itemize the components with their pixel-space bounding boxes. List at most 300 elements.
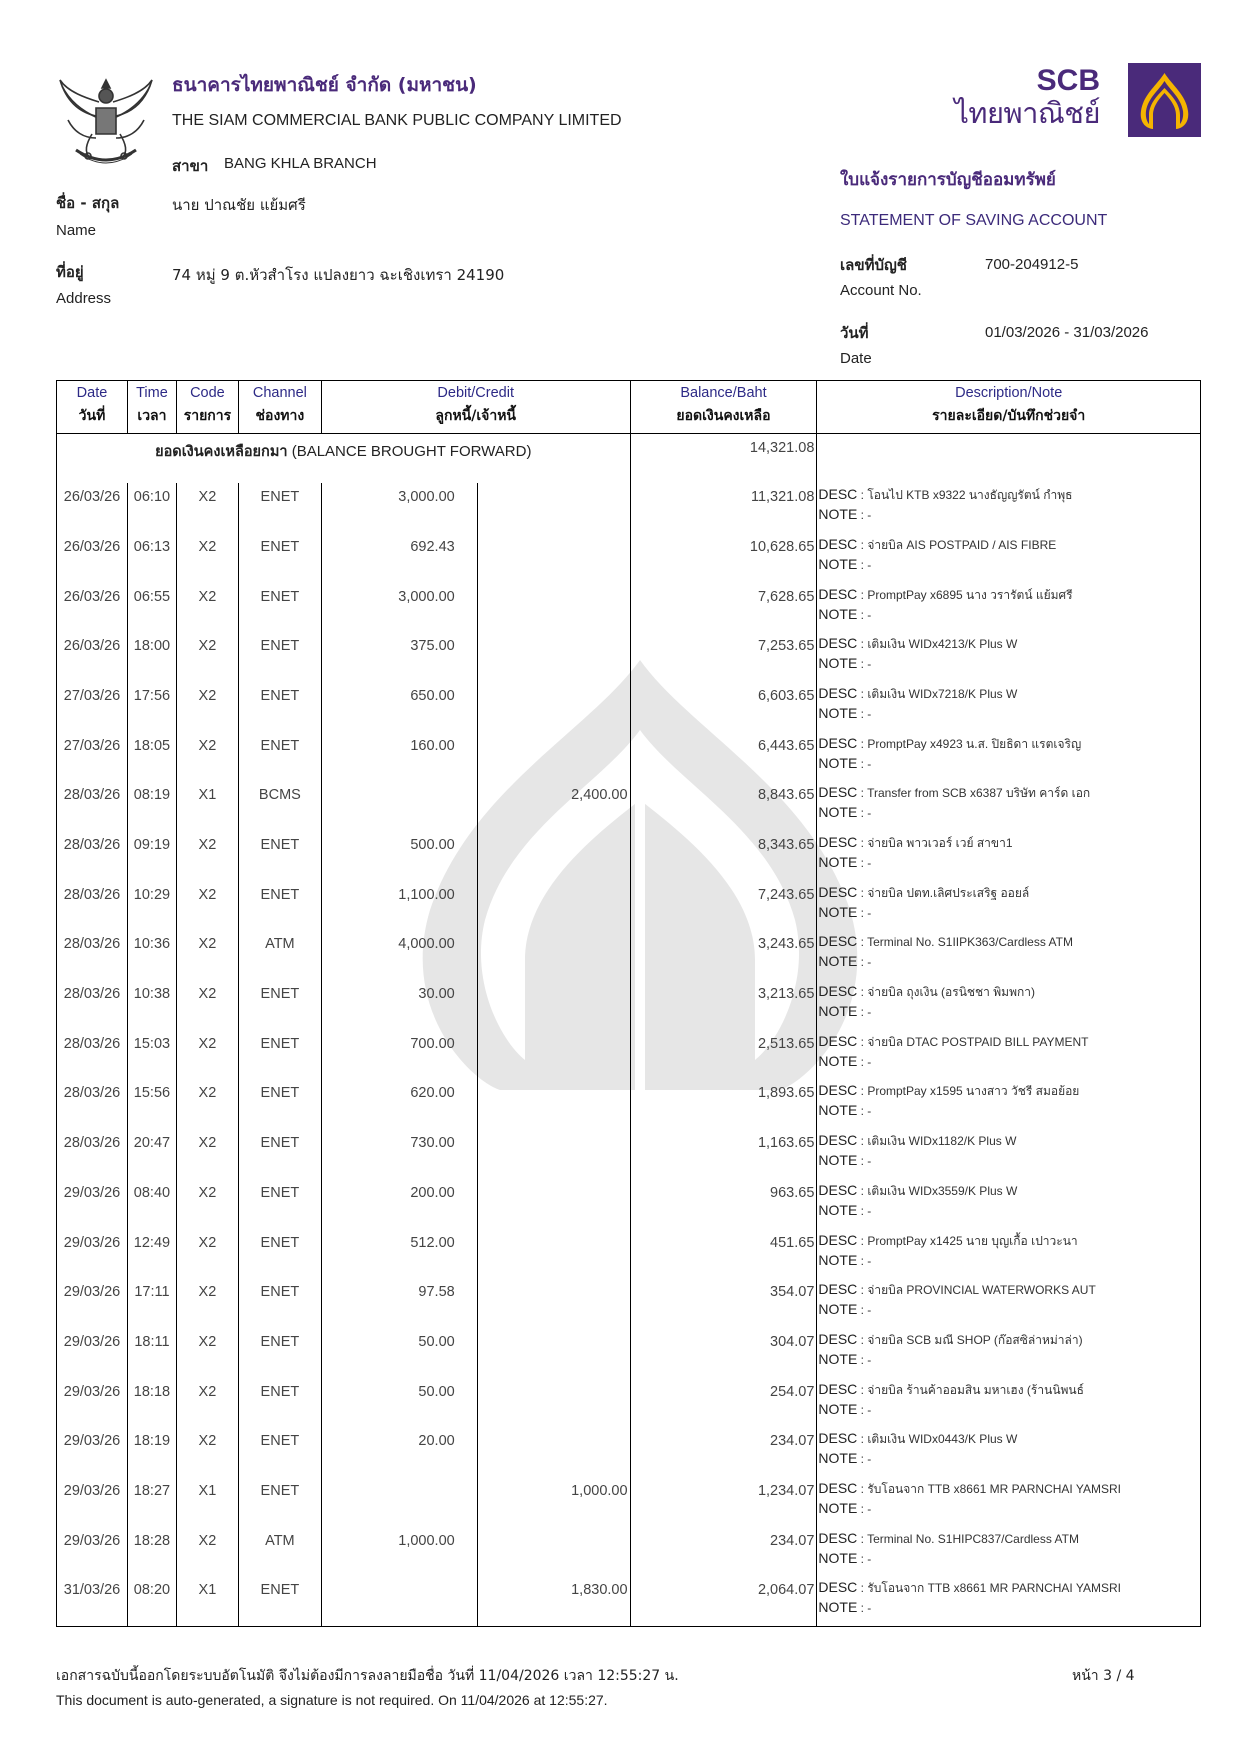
row-description: DESC : PromptPay x1425 นาย บุญเกื้อ เปาวะนา NOTE : -: [817, 1229, 1201, 1279]
row-date: 28/03/26: [57, 831, 128, 881]
page-number: หน้า 3 / 4: [1072, 1668, 1135, 1684]
table-row: [57, 1179, 1201, 1229]
row-code: X2: [176, 1179, 238, 1229]
note-key-label: NOTE: [818, 1400, 858, 1417]
row-date: 28/03/26: [57, 1129, 128, 1179]
desc-key-label: DESC: [818, 1430, 858, 1447]
statement-title-english: STATEMENT OF SAVING ACCOUNT: [840, 212, 1108, 229]
table-row: [57, 980, 1201, 1030]
row-code: X2: [176, 1129, 238, 1179]
col-channel-header: Channel: [238, 381, 321, 402]
name-label-thai: ชื่อ - สกุล: [56, 194, 120, 212]
table-row: [57, 1030, 1201, 1080]
row-description: DESC : จ่ายบิล ถุงเงิน (อรนิชชา พิมพกา) NOTE : -: [817, 980, 1201, 1030]
row-note-text: -: [867, 508, 872, 523]
col-time-header: Time: [127, 381, 176, 402]
note-key-label: NOTE: [818, 1350, 858, 1367]
row-date: 28/03/26: [57, 781, 128, 831]
row-channel: ENET: [238, 1477, 321, 1527]
row-debit: 650.00: [321, 682, 477, 732]
col-date-header: Date: [57, 381, 128, 402]
row-note-text: -: [867, 1203, 872, 1218]
note-key-label: NOTE: [818, 754, 858, 771]
row-date: 29/03/26: [57, 1179, 128, 1229]
col-description-header: Description/Note: [817, 381, 1201, 402]
row-credit: [477, 1527, 630, 1577]
note-key-label: NOTE: [818, 506, 858, 523]
bank-name-english: THE SIAM COMMERCIAL BANK PUBLIC COMPANY LIMITED: [172, 112, 622, 129]
desc-key-label: DESC: [818, 834, 858, 850]
row-channel: ENET: [238, 483, 321, 533]
row-time: 15:03: [127, 1030, 176, 1080]
row-note-text: -: [867, 1452, 872, 1467]
row-balance: 6,443.65: [630, 732, 817, 782]
table-row: [57, 1229, 1201, 1279]
row-code: X2: [176, 881, 238, 931]
desc-key-label: DESC: [818, 1231, 858, 1248]
row-description: DESC : เติมเงิน WIDx4213/K Plus W NOTE : -: [817, 632, 1201, 682]
row-note-text: -: [867, 1154, 872, 1169]
row-credit: [477, 1179, 630, 1229]
row-balance: 451.65: [630, 1229, 817, 1279]
row-description: DESC : Transfer from SCB x6387 บริษัท คาร์ด เอก NOTE : -: [817, 781, 1201, 831]
row-channel: ENET: [238, 1079, 321, 1129]
account-label-english: Account No.: [840, 282, 922, 299]
row-time: 18:28: [127, 1527, 176, 1577]
row-note-text: -: [867, 1054, 872, 1069]
row-debit: 730.00: [321, 1129, 477, 1179]
forward-balance: 14,321.08: [630, 434, 817, 484]
table-row: [57, 1079, 1201, 1129]
desc-key-label: DESC: [818, 1380, 858, 1397]
row-description: DESC : จ่ายบิล PROVINCIAL WATERWORKS AUT NOTE : -: [817, 1278, 1201, 1328]
table-row: [57, 781, 1201, 831]
col-balance-header-thai: ยอดเงินคงเหลือ: [630, 401, 817, 434]
row-balance: 1,893.65: [630, 1079, 817, 1129]
row-credit: [477, 483, 630, 533]
desc-key-label: DESC: [818, 933, 858, 950]
row-description: DESC : Terminal No. S1HIPC837/Cardless ATM NOTE : -: [817, 1527, 1201, 1577]
row-credit: [477, 1328, 630, 1378]
row-credit: [477, 1427, 630, 1477]
row-credit: [477, 1278, 630, 1328]
row-note-text: -: [867, 856, 872, 870]
address-label-thai: ที่อยู่: [56, 263, 84, 281]
branch-value: BANG KHLA BRANCH: [224, 155, 377, 172]
row-debit: 500.00: [321, 831, 477, 881]
row-date: 26/03/26: [57, 583, 128, 633]
row-time: 08:20: [127, 1576, 176, 1626]
row-channel: ENET: [238, 1129, 321, 1179]
row-balance: 963.65: [630, 1179, 817, 1229]
row-code: X2: [176, 1427, 238, 1477]
row-code: X1: [176, 1477, 238, 1527]
row-debit: 50.00: [321, 1378, 477, 1428]
row-note-text: -: [867, 1303, 872, 1318]
row-time: 18:05: [127, 732, 176, 782]
table-row: [57, 1328, 1201, 1378]
row-balance: 254.07: [630, 1378, 817, 1428]
row-note-text: -: [867, 806, 872, 821]
customer-address: 74 หมู่ 9 ต.หัวสำโรง แปลงยาว ฉะเชิงเทรา 24190: [172, 266, 505, 284]
desc-key-label: DESC: [818, 1032, 858, 1049]
desc-key-label: DESC: [818, 1082, 858, 1099]
table-row: [57, 1378, 1201, 1428]
row-code: X2: [176, 1229, 238, 1279]
col-code-header: Code: [176, 381, 238, 402]
row-balance: 7,628.65: [630, 583, 817, 633]
desc-key-label: DESC: [818, 1330, 858, 1347]
row-description: DESC : โอนไป KTB x9322 นางธัญญรัตน์ กำพุธ NOTE : -: [817, 483, 1201, 533]
desc-key-label: DESC: [818, 1579, 858, 1596]
scb-logo-text: SCB: [1036, 64, 1100, 97]
col-description-header-thai: รายละเอียด/บันทึกช่วยจำ: [817, 401, 1201, 434]
row-date: 28/03/26: [57, 1030, 128, 1080]
row-code: X2: [176, 732, 238, 782]
name-label-english: Name: [56, 222, 97, 239]
note-key-label: NOTE: [818, 605, 858, 622]
row-debit: 30.00: [321, 980, 477, 1030]
row-channel: ENET: [238, 1576, 321, 1626]
row-credit: [477, 1129, 630, 1179]
row-balance: 304.07: [630, 1328, 817, 1378]
desc-key-label: DESC: [818, 1529, 858, 1546]
row-channel: ENET: [238, 682, 321, 732]
note-key-label: NOTE: [818, 804, 858, 821]
row-balance: 3,213.65: [630, 980, 817, 1030]
row-credit: [477, 1229, 630, 1279]
table-row: [57, 1527, 1201, 1577]
desc-key-label: DESC: [818, 684, 858, 701]
row-credit: [477, 930, 630, 980]
desc-key-label: DESC: [818, 734, 858, 751]
desc-key-label: DESC: [818, 486, 858, 503]
row-credit: [477, 533, 630, 583]
row-date: 29/03/26: [57, 1527, 128, 1577]
row-channel: BCMS: [238, 781, 321, 831]
row-time: 12:49: [127, 1229, 176, 1279]
desc-key-label: DESC: [818, 1281, 858, 1298]
note-key-label: NOTE: [818, 854, 858, 870]
desc-key-label: DESC: [818, 883, 858, 900]
row-channel: ENET: [238, 1229, 321, 1279]
note-key-label: NOTE: [818, 903, 858, 920]
table-row: [57, 583, 1201, 633]
row-desc-text: เติมเงิน WIDx1182/K Plus W: [867, 1134, 1017, 1149]
row-time: 18:00: [127, 632, 176, 682]
row-description: DESC : เติมเงิน WIDx0443/K Plus W NOTE : -: [817, 1427, 1201, 1477]
desc-key-label: DESC: [818, 535, 858, 552]
scb-logo-wordmark: [954, 66, 1100, 130]
row-debit: 512.00: [321, 1229, 477, 1279]
note-key-label: NOTE: [818, 1003, 858, 1020]
row-time: 20:47: [127, 1129, 176, 1179]
row-desc-text: เติมเงิน WIDx0443/K Plus W: [867, 1432, 1018, 1447]
row-debit: 700.00: [321, 1030, 477, 1080]
row-time: 18:27: [127, 1477, 176, 1527]
row-desc-text: PromptPay x4923 น.ส. ปิยธิดา แรตเจริญ: [867, 736, 1082, 751]
row-credit: [477, 1030, 630, 1080]
desc-key-label: DESC: [818, 635, 858, 652]
transaction-table: [56, 380, 1201, 1627]
row-credit: [477, 682, 630, 732]
row-date: 26/03/26: [57, 632, 128, 682]
row-debit: 375.00: [321, 632, 477, 682]
row-balance: 10,628.65: [630, 533, 817, 583]
row-time: 06:10: [127, 483, 176, 533]
row-time: 15:56: [127, 1079, 176, 1129]
row-date: 29/03/26: [57, 1378, 128, 1428]
row-note-text: -: [867, 1352, 872, 1367]
customer-name: นาย ปาณชัย แย้มศรี: [172, 196, 306, 214]
row-desc-text: จ่ายบิล ร้านค้าออมสิน มหาเฮง (ร้านนิพนธ์: [867, 1382, 1084, 1397]
forward-label-english: (BALANCE BROUGHT FORWARD): [291, 443, 532, 460]
row-channel: ATM: [238, 930, 321, 980]
row-note-text: -: [867, 1551, 872, 1566]
row-debit: 3,000.00: [321, 483, 477, 533]
row-description: DESC : จ่ายบิล AIS POSTPAID / AIS FIBRE NOTE : -: [817, 533, 1201, 583]
col-time-header-thai: เวลา: [127, 401, 176, 434]
col-debit-credit-header: Debit/Credit: [321, 381, 630, 402]
row-balance: 234.07: [630, 1527, 817, 1577]
row-time: 17:11: [127, 1278, 176, 1328]
row-channel: ENET: [238, 1278, 321, 1328]
row-balance: 234.07: [630, 1427, 817, 1477]
table-row: [57, 732, 1201, 782]
row-code: X2: [176, 583, 238, 633]
note-key-label: NOTE: [818, 1201, 858, 1218]
row-desc-text: PromptPay x6895 นาง วรารัตน์ แย้มศรี: [867, 587, 1073, 602]
row-note-text: -: [867, 607, 872, 622]
row-description: DESC : รับโอนจาก TTB x8661 MR PARNCHAI YAMSRI NOTE : -: [817, 1477, 1201, 1527]
account-number: 700-204912-5: [985, 256, 1079, 273]
desc-key-label: DESC: [818, 1479, 858, 1496]
branch-label: สาขา: [172, 157, 209, 175]
row-description: DESC : จ่ายบิล ร้านค้าออมสิน มหาเฮง (ร้านนิพนธ์ NOTE : -: [817, 1378, 1201, 1428]
col-channel-header-thai: ช่องทาง: [238, 401, 321, 434]
row-credit: [477, 1378, 630, 1428]
table-row: [57, 632, 1201, 682]
row-description: DESC : จ่ายบิล DTAC POSTPAID BILL PAYMENT NOTE : -: [817, 1030, 1201, 1080]
row-desc-text: จ่ายบิล DTAC POSTPAID BILL PAYMENT: [867, 1034, 1089, 1049]
row-time: 18:11: [127, 1328, 176, 1378]
row-channel: ENET: [238, 632, 321, 682]
account-label-thai: เลขที่บัญชี: [840, 256, 907, 274]
row-note-text: -: [867, 955, 872, 970]
row-desc-text: PromptPay x1595 นางสาว วัชรี สมอย้อย: [867, 1084, 1080, 1099]
row-balance: 7,243.65: [630, 881, 817, 931]
row-description: DESC : เติมเงิน WIDx1182/K Plus W NOTE : -: [817, 1129, 1201, 1179]
row-debit: [321, 1477, 477, 1527]
row-time: 09:19: [127, 831, 176, 881]
row-balance: 6,603.65: [630, 682, 817, 732]
row-channel: ENET: [238, 831, 321, 881]
row-desc-text: จ่ายบิล ถุงเงิน (อรนิชชา พิมพกา): [867, 985, 1035, 1000]
row-code: X2: [176, 1079, 238, 1129]
row-desc-text: Terminal No. S1IIPK363/Cardless ATM: [867, 935, 1073, 950]
row-balance: 8,343.65: [630, 831, 817, 881]
row-channel: ENET: [238, 533, 321, 583]
date-label-thai: วันที่: [840, 324, 869, 342]
table-header-thai: [57, 401, 1201, 434]
row-channel: ATM: [238, 1527, 321, 1577]
row-description: DESC : เติมเงิน WIDx7218/K Plus W NOTE : -: [817, 682, 1201, 732]
col-date-header-thai: วันที่: [57, 401, 128, 434]
row-code: X2: [176, 533, 238, 583]
row-debit: 3,000.00: [321, 583, 477, 633]
statement-title-thai: ใบแจ้งรายการบัญชีออมทรัพย์: [840, 170, 1056, 190]
table-row: [57, 1427, 1201, 1477]
row-description: DESC : Terminal No. S1IIPK363/Cardless ATM NOTE : -: [817, 930, 1201, 980]
table-row: [57, 881, 1201, 931]
desc-key-label: DESC: [818, 983, 858, 1000]
note-key-label: NOTE: [818, 655, 858, 672]
row-date: 29/03/26: [57, 1477, 128, 1527]
row-desc-text: Transfer from SCB x6387 บริษัท คาร์ด เอก: [867, 786, 1091, 801]
row-credit: [477, 1079, 630, 1129]
table-row: [57, 1278, 1201, 1328]
row-time: 08:40: [127, 1179, 176, 1229]
row-desc-text: เติมเงิน WIDx4213/K Plus W: [867, 637, 1018, 652]
row-description: DESC : จ่ายบิล พาวเวอร์ เวย์ สาขา1 NOTE : -: [817, 831, 1201, 881]
row-date: 28/03/26: [57, 980, 128, 1030]
row-credit: 1,000.00: [477, 1477, 630, 1527]
row-code: X2: [176, 980, 238, 1030]
row-time: 10:38: [127, 980, 176, 1030]
row-desc-text: รับโอนจาก TTB x8661 MR PARNCHAI YAMSRI: [867, 1581, 1121, 1596]
col-balance-header: Balance/Baht: [630, 381, 817, 402]
row-debit: 4,000.00: [321, 930, 477, 980]
row-desc-text: รับโอนจาก TTB x8661 MR PARNCHAI YAMSRI: [867, 1481, 1121, 1496]
row-note-text: -: [867, 905, 872, 920]
row-code: X2: [176, 632, 238, 682]
row-date: 28/03/26: [57, 1079, 128, 1129]
note-key-label: NOTE: [818, 1052, 858, 1069]
row-channel: ENET: [238, 980, 321, 1030]
row-debit: 50.00: [321, 1328, 477, 1378]
table-row: [57, 1576, 1201, 1626]
note-key-label: NOTE: [818, 1251, 858, 1268]
row-debit: 160.00: [321, 732, 477, 782]
scb-logo-text-thai: ไทยพาณิชย์: [954, 96, 1100, 130]
row-description: DESC : จ่ายบิล SCB มณี SHOP (ก๊อสซิล่าหม่าล่า) NOTE : -: [817, 1328, 1201, 1378]
row-debit: [321, 1576, 477, 1626]
row-note-text: -: [867, 1104, 872, 1119]
note-key-label: NOTE: [818, 704, 858, 721]
row-debit: 692.43: [321, 533, 477, 583]
note-key-label: NOTE: [818, 555, 858, 572]
row-note-text: -: [867, 706, 872, 721]
row-credit: [477, 583, 630, 633]
col-code-header-thai: รายการ: [176, 401, 238, 434]
row-debit: 97.58: [321, 1278, 477, 1328]
row-description: DESC : PromptPay x6895 นาง วรารัตน์ แย้มศรี NOTE : -: [817, 583, 1201, 633]
row-debit: 200.00: [321, 1179, 477, 1229]
forward-label-thai: ยอดเงินคงเหลือยกมา: [155, 444, 288, 460]
row-desc-text: จ่ายบิล AIS POSTPAID / AIS FIBRE: [867, 537, 1057, 552]
bank-name-thai: ธนาคารไทยพาณิชย์ จำกัด (มหาชน): [172, 74, 477, 96]
row-debit: 1,100.00: [321, 881, 477, 931]
row-balance: 2,064.07: [630, 1576, 817, 1626]
table-row: [57, 533, 1201, 583]
row-desc-text: โอนไป KTB x9322 นางธัญญรัตน์ กำพุธ: [867, 488, 1073, 503]
row-time: 10:29: [127, 881, 176, 931]
row-description: DESC : PromptPay x4923 น.ส. ปิยธิดา แรตเจริญ NOTE : -: [817, 732, 1201, 782]
row-channel: ENET: [238, 583, 321, 633]
footer-note-thai: เอกสารฉบับนี้ออกโดยระบบอัตโนมัติ จึงไม่ต้องมีการลงลายมือชื่อ วันที่ 11/04/2026 เวลา 12:55:27 น.: [56, 1668, 679, 1684]
row-code: X2: [176, 930, 238, 980]
row-balance: 8,843.65: [630, 781, 817, 831]
row-debit: 20.00: [321, 1427, 477, 1477]
row-credit: 2,400.00: [477, 781, 630, 831]
desc-key-label: DESC: [818, 784, 858, 801]
note-key-label: NOTE: [818, 1450, 858, 1467]
row-desc-text: เติมเงิน WIDx7218/K Plus W: [867, 686, 1018, 701]
row-date: 26/03/26: [57, 533, 128, 583]
row-credit: [477, 831, 630, 881]
row-code: X2: [176, 1278, 238, 1328]
row-description: DESC : เติมเงิน WIDx3559/K Plus W NOTE : -: [817, 1179, 1201, 1229]
row-note-text: -: [867, 657, 872, 672]
table-row: [57, 930, 1201, 980]
note-key-label: NOTE: [818, 953, 858, 970]
row-channel: ENET: [238, 1378, 321, 1428]
balance-forward-row: [57, 434, 1201, 484]
row-note-text: -: [867, 1005, 872, 1020]
col-debit-credit-header-thai: ลูกหนี้/เจ้าหนี้: [321, 401, 630, 434]
row-credit: [477, 980, 630, 1030]
row-channel: ENET: [238, 1030, 321, 1080]
note-key-label: NOTE: [818, 1499, 858, 1516]
row-code: X1: [176, 781, 238, 831]
desc-key-label: DESC: [818, 585, 858, 602]
row-time: 17:56: [127, 682, 176, 732]
garuda-emblem-icon: [56, 72, 156, 172]
row-code: X2: [176, 1378, 238, 1428]
statement-date-range: 01/03/2026 - 31/03/2026: [985, 324, 1149, 341]
row-credit: [477, 632, 630, 682]
row-time: 18:19: [127, 1427, 176, 1477]
row-desc-text: จ่ายบิล พาวเวอร์ เวย์ สาขา1: [867, 836, 1013, 850]
row-desc-text: PromptPay x1425 นาย บุญเกื้อ เปาวะนา: [867, 1233, 1078, 1248]
table-row: [57, 831, 1201, 881]
row-code: X2: [176, 682, 238, 732]
row-note-text: -: [867, 1402, 872, 1417]
row-date: 27/03/26: [57, 732, 128, 782]
row-note-text: -: [867, 1601, 872, 1616]
row-credit: 1,830.00: [477, 1576, 630, 1626]
note-key-label: NOTE: [818, 1152, 858, 1169]
row-note-text: -: [867, 756, 872, 771]
table-row: [57, 483, 1201, 533]
row-code: X2: [176, 1527, 238, 1577]
note-key-label: NOTE: [818, 1301, 858, 1318]
row-description: DESC : จ่ายบิล ปตท.เลิศประเสริฐ ออยล์ NOTE : -: [817, 881, 1201, 931]
address-label-english: Address: [56, 290, 112, 307]
desc-key-label: DESC: [818, 1132, 858, 1149]
row-desc-text: จ่ายบิล ปตท.เลิศประเสริฐ ออยล์: [867, 885, 1030, 900]
row-code: X2: [176, 1030, 238, 1080]
row-credit: [477, 732, 630, 782]
row-balance: 11,321.08: [630, 483, 817, 533]
row-date: 29/03/26: [57, 1278, 128, 1328]
row-code: X2: [176, 483, 238, 533]
row-balance: 3,243.65: [630, 930, 817, 980]
row-credit: [477, 881, 630, 931]
row-balance: 1,234.07: [630, 1477, 817, 1527]
row-time: 18:18: [127, 1378, 176, 1428]
row-debit: 620.00: [321, 1079, 477, 1129]
